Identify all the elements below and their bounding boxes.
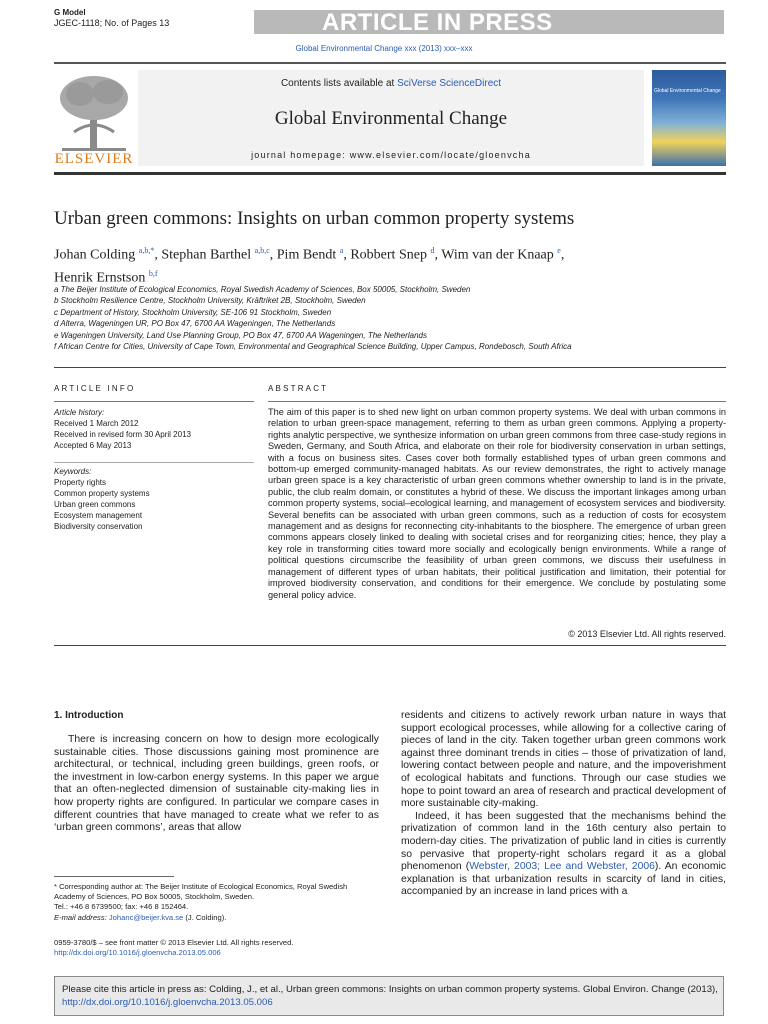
- article-in-press-banner: ARTICLE IN PRESS: [322, 9, 553, 36]
- email-suffix: (J. Colding).: [183, 912, 227, 922]
- email-label: E-mail address:: [54, 912, 109, 922]
- header-rule: [54, 62, 726, 64]
- history-item: Received in revised form 30 April 2013: [54, 430, 191, 439]
- article-info-rule: [54, 401, 254, 402]
- introduction-heading: 1. Introduction: [54, 710, 124, 721]
- author-affiliation-link[interactable]: b,f: [148, 268, 158, 278]
- email-link[interactable]: Johanc@beijer.kva.se: [108, 912, 184, 922]
- affiliation-list: [54, 284, 734, 352]
- contents-available-line: [138, 78, 644, 89]
- abstract-rule: [268, 401, 726, 402]
- keywords-rule: [54, 462, 254, 463]
- intro-left-paragraph: There is increasing concern on how to design more ecologically sustainable cities. Those discussions gaining most prominence are architectural, or technical, including green buildings, green roofs, or the investment in low-carbon energy systems. In this paper we argue that an often-neglected dimension of sustainable city-making lies in how property rights are configured. In particular we compare cases in different countries that have managed to create what we refer to as ‘urban green commons’, areas that allow: [54, 734, 379, 834]
- author-name: Henrik Ernstson: [54, 270, 146, 286]
- abstract-copyright: © 2013 Elsevier Ltd. All rights reserved.: [568, 629, 726, 639]
- affiliation-item: c Department of History, Stockholm University, SE-106 91 Stockholm, Sweden: [54, 307, 332, 317]
- footnote-rule: [54, 876, 174, 877]
- author-affiliation-link[interactable]: e: [557, 246, 561, 255]
- author-affiliation-link[interactable]: a,b,*: [138, 246, 155, 255]
- keyword-item: Biodiversity conservation: [54, 522, 143, 531]
- contents-prefix: Contents lists available at: [280, 78, 398, 89]
- title-rule: [54, 367, 726, 368]
- journal-cover-title: Global Environmental Change: [654, 88, 721, 94]
- journal-cover-image: [652, 70, 726, 166]
- masthead-rule: [54, 172, 726, 175]
- affiliation-item: f African Centre for Cities, University of Cape Town, Environmental and Geographical Science Building, Upper Campus, Rondebosch, South Africa: [54, 342, 572, 352]
- abstract-heading: ABSTRACT: [268, 384, 329, 393]
- issn-block: [54, 938, 379, 959]
- affiliation-item: d Alterra, Wageningen UR, PO Box 47, 6700 AA Wageningen, The Netherlands: [54, 319, 336, 329]
- publisher-logo-wordmark: ELSEVIER: [54, 151, 134, 167]
- history-item: Received 1 March 2012: [54, 419, 139, 428]
- corresponding-author-footnote: [54, 882, 379, 923]
- paragraph-text: ). An economic explanation is that urbanization results in scarcity of land in cities, accompanied by an increase in land prices with a: [401, 861, 726, 898]
- email-line: [54, 913, 379, 923]
- intro-right-paragraph: residents and citizens to actively rework urban nature in ways that support ecological processes, while allowing for a collective caring of pieces of land in the city. Taken together urban green commons work against three dominant trends in cities – those of privatization of land, lowering contact between people and nature, and the impoverishment of ecological habitats and functions. Through our case studies we hope to point toward an area of research and practical development of more sustainable city-making.: [401, 710, 726, 810]
- author-name: Wim van der Knaap: [441, 247, 554, 263]
- author-name: Pim Bendt: [276, 247, 337, 263]
- telephone-fax: Tel.: +46 8 6739500; fax: +46 8 152464.: [54, 902, 189, 912]
- keyword-item: Urban green commons: [54, 500, 136, 509]
- intro-right-column: [401, 710, 726, 899]
- history-label: Article history:: [54, 408, 105, 417]
- sciencedirect-link[interactable]: SciVerse ScienceDirect: [397, 78, 502, 89]
- doi-link[interactable]: http://dx.doi.org/10.1016/j.gloenvcha.2013.05.006: [54, 948, 221, 958]
- citation-text: [62, 984, 718, 1009]
- author-list: Johan Colding $^{a,b,*}$, Stephan Barthel $^{a,b,c}$, Pim Bendt $^a$, Robbert Snep $^d$, Wim van der Knaap $^e$, Henrik Ernstson $^{b,f}$: [54, 246, 565, 286]
- affiliation-item: e Wageningen University, Land Use Planning Group, PO Box 47, 6700 AA Wageningen, The Netherlands: [54, 330, 427, 340]
- affiliation-item: b Stockholm Resilience Centre, Stockholm University, Kräftriket 2B, Stockholm, Sweden: [54, 296, 366, 306]
- corresponding-address: * Corresponding author at: The Beijer Institute of Ecological Economics, Royal Swedish Academy of Sciences, PO Box 50005, Stockholm, Sweden.: [54, 882, 348, 902]
- keyword-item: Ecosystem management: [54, 511, 143, 520]
- citation-link[interactable]: Webster, 2003; Lee and Webster, 2006: [469, 861, 655, 873]
- abstract-bottom-rule: [54, 645, 726, 646]
- journal-title: Global Environmental Change: [274, 108, 508, 129]
- author-affiliation-link[interactable]: a: [339, 246, 344, 255]
- article-info-heading: ARTICLE INFO: [54, 384, 136, 393]
- article-history: [54, 407, 254, 451]
- issn-line: 0959-3780/$ – see front matter © 2013 Elsevier Ltd. All rights reserved.: [54, 938, 294, 947]
- running-header: [54, 6, 724, 36]
- keywords-list: [54, 466, 254, 532]
- manuscript-id: JGEC-1118; No. of Pages 13: [54, 18, 170, 28]
- author-affiliation-link[interactable]: d: [430, 246, 435, 255]
- keywords-label: Keywords:: [54, 467, 92, 476]
- journal-reference-link[interactable]: Global Environmental Change xxx (2013) xxx–xxx: [295, 44, 473, 53]
- g-model-label: G Model: [54, 8, 86, 17]
- paragraph-text: Indeed, it has been suggested that the mechanisms behind the privatization of common land in the 16th century also pertain to modern-day cities. The privatization of public land in cities is currently so pervasive that property-right scholars regard it as a global phenomenon (: [401, 810, 726, 873]
- article-title: Urban green commons: Insights on urban common property systems: [54, 208, 575, 229]
- author-name: Stephan Barthel: [161, 247, 252, 263]
- affiliation-item: a The Beijer Institute of Ecological Economics, Royal Swedish Academy of Sciences, Box 50005, Stockholm, Sweden: [54, 285, 471, 294]
- abstract-text: The aim of this paper is to shed new light on urban common property systems. We deal with urban commons in relation to urban green-space management, referring to them as urban green commons. Applying a property-rights analytic perspective, we synthesize information on urban green commons from three case-study regions in Sweden, Germany, and South Africa, and elaborate on their role for biodiversity conservation in urban settings, with a focus on business sites. Cases cover both formally established types of urban green commons and bottom-up emerged community-managed habitats. As our review demonstrates, the right to actively manage urban green space is a key characteristic of urban green commons whether ownership to land is in the private, public, the club realm domain, or constitutes a hybrid of these. We discuss the important linkages among urban common property systems, social–ecological learning, and management of ecosystem services and biodiversity. Several benefits can be associated with urban green commons, such as a reduction of costs for ecosystem management and as designs for reconnecting city-inhabitants to the biosphere. The emergence of urban green commons appears closely linked to dealing with societal crises and for reorganizing cities; hence, they play a key role in transforming cities toward more socially and ecologically benign environments. While a range of political questions circumscribe the feasibility of urban green commons, we discuss their usefulness in management of different types of urban habitats, their political justification and limitation, their potential for improved biodiversity conservation, and conditions for their emergence. We conclude by postulating some general policy advice.: [268, 407, 726, 600]
- author-name: Johan Colding: [54, 247, 136, 263]
- keyword-item: Property rights: [54, 478, 107, 487]
- journal-homepage-link[interactable]: journal homepage: www.elsevier.com/locate/gloenvcha: [251, 150, 531, 160]
- author-affiliation-link[interactable]: a,b,c: [254, 246, 270, 255]
- citation-doi-link[interactable]: http://dx.doi.org/10.1016/j.gloenvcha.2013.05.006: [62, 996, 273, 1008]
- keyword-item: Common property systems: [54, 489, 150, 498]
- citation-prefix: Please cite this article in press as: Colding, J., et al., Urban green commons: Insights on urban common property systems. Global Environ. Change (2013),: [62, 984, 718, 995]
- history-item: Accepted 6 May 2013: [54, 441, 132, 450]
- intro-right-paragraph: [401, 811, 726, 899]
- author-name: Robbert Snep: [350, 247, 427, 263]
